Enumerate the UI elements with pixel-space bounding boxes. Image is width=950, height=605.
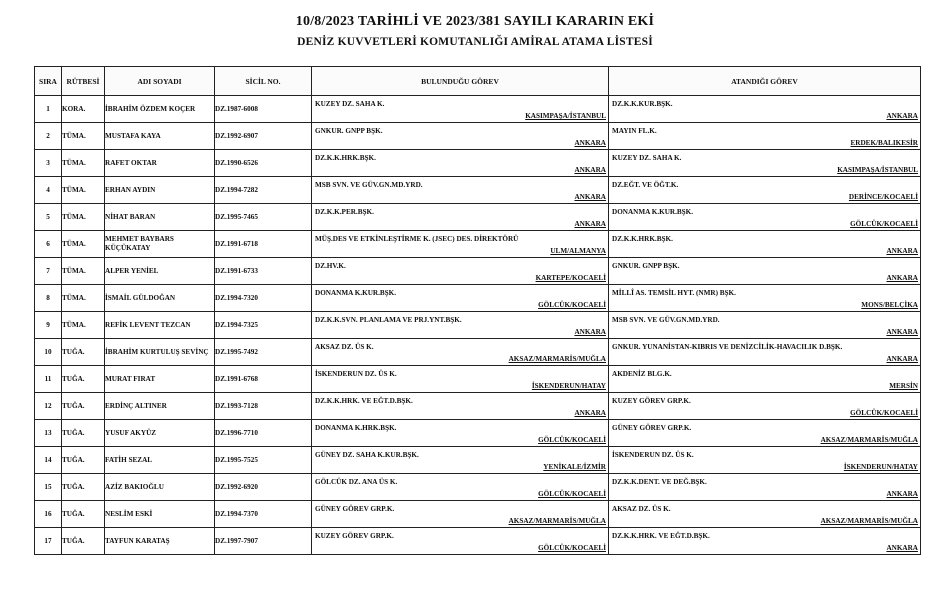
column-header-sicil: SİCİL NO.: [215, 67, 312, 96]
row-sira: 6: [35, 231, 62, 258]
assigned-duty-location: MERSİN: [889, 382, 918, 390]
assigned-duty-position: AKSAZ DZ. ÜS K.: [612, 505, 671, 513]
current-duty-location: ANKARA: [574, 193, 606, 201]
row-sira: 2: [35, 123, 62, 150]
assigned-duty-location: KASIMPAŞA/İSTANBUL: [837, 166, 918, 174]
assigned-duty: [609, 501, 921, 528]
current-duty: [312, 501, 609, 528]
row-name: ERDİNÇ ALTINER: [105, 393, 215, 420]
table-row: [35, 177, 921, 204]
assigned-duty: [609, 123, 921, 150]
row-sira: 8: [35, 285, 62, 312]
assigned-duty-location: DERİNCE/KOCAELİ: [848, 193, 918, 201]
table-row: [35, 339, 921, 366]
assigned-duty: [609, 96, 921, 123]
assigned-duty: [609, 312, 921, 339]
current-duty: [312, 285, 609, 312]
row-sira: 1: [35, 96, 62, 123]
row-rutbe: TÜMA.: [62, 123, 105, 150]
row-sira: 7: [35, 258, 62, 285]
row-sira: 11: [35, 366, 62, 393]
current-duty-location: GÖLCÜK/KOCAELİ: [538, 436, 606, 444]
row-rutbe: TUĞA.: [62, 393, 105, 420]
current-duty-location: ANKARA: [574, 139, 606, 147]
assigned-duty: [609, 339, 921, 366]
row-sicil: DZ.1995-7465: [215, 204, 312, 231]
document-subtitle: DENİZ KUVVETLERİ KOMUTANLIĞI AMİRAL ATAMA LİSTESİ: [297, 36, 653, 48]
assigned-duty: [609, 447, 921, 474]
row-name: RAFET OKTAR: [105, 150, 215, 177]
current-duty-location: GÖLCÜK/KOCAELİ: [538, 301, 606, 309]
row-sira: 15: [35, 474, 62, 501]
assigned-duty-position: DZ.K.K.KUR.BŞK.: [612, 100, 673, 108]
assigned-duty-position: DZ.K.K.HRK. VE EĞT.D.BŞK.: [612, 532, 710, 540]
assigned-duty: [609, 231, 921, 258]
assigned-duty: [609, 420, 921, 447]
row-sicil: DZ.1992-6920: [215, 474, 312, 501]
assigned-duty: [609, 285, 921, 312]
assigned-duty-position: GNKUR. YUNANİSTAN-KIBRIS VE DENİZCİLİK-HAVACILIK D.BŞK.: [612, 343, 843, 351]
current-duty-location: ANKARA: [574, 166, 606, 174]
table-row: [35, 474, 921, 501]
current-duty-position: GÜNEY GÖREV GRP.K.: [315, 505, 395, 513]
current-duty-location: ANKARA: [574, 328, 606, 336]
table-row: [35, 96, 921, 123]
current-duty-location: ANKARA: [574, 220, 606, 228]
table-row: [35, 420, 921, 447]
row-sira: 14: [35, 447, 62, 474]
row-name: MEHMET BAYBARS KÜÇÜKATAY: [105, 231, 215, 258]
current-duty-location: KASIMPAŞA/İSTANBUL: [525, 112, 606, 120]
row-rutbe: TUĞA.: [62, 474, 105, 501]
row-sicil: DZ.1991-6718: [215, 231, 312, 258]
assigned-duty-position: KUZEY GÖREV GRP.K.: [612, 397, 691, 405]
row-sicil: DZ.1990-6526: [215, 150, 312, 177]
table-body: [35, 96, 921, 555]
current-duty: [312, 447, 609, 474]
row-sira: 4: [35, 177, 62, 204]
row-sira: 3: [35, 150, 62, 177]
row-sicil: DZ.1994-7370: [215, 501, 312, 528]
row-name: TAYFUN KARATAŞ: [105, 528, 215, 555]
assigned-duty-location: ANKARA: [886, 328, 918, 336]
table-row: [35, 123, 921, 150]
assigned-duty-position: DONANMA K.KUR.BŞK.: [612, 208, 694, 216]
assigned-duty-position: AKDENİZ BLG.K.: [612, 370, 672, 378]
table-row: [35, 447, 921, 474]
current-duty: [312, 231, 609, 258]
current-duty-position: DZ.K.K.HRK. VE EĞT.D.BŞK.: [315, 397, 413, 405]
row-sicil: DZ.1994-7282: [215, 177, 312, 204]
table-row: [35, 528, 921, 555]
column-header-atandigi: ATANDIĞI GÖREV: [609, 67, 921, 96]
row-sicil: DZ.1997-7907: [215, 528, 312, 555]
current-duty-position: İSKENDERUN DZ. ÜS K.: [315, 370, 397, 378]
assigned-duty-location: GÖLCÜK/KOCAELİ: [850, 220, 918, 228]
document-title: 10/8/2023 TARİHLİ VE 2023/381 SAYILI KARARIN EKİ: [295, 14, 655, 29]
assigned-duty-location: ANKARA: [886, 274, 918, 282]
assigned-duty-location: ANKARA: [886, 544, 918, 552]
row-sicil: DZ.1991-6768: [215, 366, 312, 393]
assigned-duty-location: ANKARA: [886, 247, 918, 255]
current-duty-position: DZ.K.K.HRK.BŞK.: [315, 154, 376, 162]
assigned-duty-position: MAYIN FL.K.: [612, 127, 657, 135]
current-duty-location: GÖLCÜK/KOCAELİ: [538, 490, 606, 498]
row-sicil: DZ.1996-7710: [215, 420, 312, 447]
row-name: ERHAN AYDIN: [105, 177, 215, 204]
row-sicil: DZ.1991-6733: [215, 258, 312, 285]
row-name: NESLİM ESKİ: [105, 501, 215, 528]
current-duty-position: MÜŞ.DES VE ETKİNLEŞTİRME K. (JSEC) DES. DİREKTÖRÜ: [315, 235, 519, 243]
column-header-sira: SIRA: [35, 67, 62, 96]
current-duty-position: MSB SVN. VE GÜV.GN.MD.YRD.: [315, 181, 423, 189]
current-duty-location: AKSAZ/MARMARİS/MUĞLA: [508, 355, 606, 363]
table-row: [35, 231, 921, 258]
table-row: [35, 150, 921, 177]
row-rutbe: TUĞA.: [62, 420, 105, 447]
assigned-duty-location: ANKARA: [886, 355, 918, 363]
row-name: AZİZ BAKIOĞLU: [105, 474, 215, 501]
current-duty: [312, 96, 609, 123]
column-header-bulundugu: BULUNDUĞU GÖREV: [312, 67, 609, 96]
current-duty-location: İSKENDERUN/HATAY: [531, 382, 606, 390]
table-row: [35, 258, 921, 285]
row-name: YUSUF AKYÜZ: [105, 420, 215, 447]
current-duty: [312, 204, 609, 231]
assigned-duty-location: GÖLCÜK/KOCAELİ: [850, 409, 918, 417]
assigned-duty-location: MONS/BELÇİKA: [861, 301, 918, 309]
assigned-duty: [609, 258, 921, 285]
table-row: [35, 204, 921, 231]
row-name: NİHAT BARAN: [105, 204, 215, 231]
assigned-duty: [609, 150, 921, 177]
assigned-duty-position: DZ.EĞT. VE ÖĞT.K.: [612, 181, 679, 189]
column-header-rutbe: RÜTBESİ: [62, 67, 105, 96]
row-rutbe: TÜMA.: [62, 177, 105, 204]
current-duty: [312, 312, 609, 339]
table-row: [35, 285, 921, 312]
current-duty: [312, 258, 609, 285]
current-duty-position: KUZEY DZ. SAHA K.: [315, 100, 385, 108]
row-sicil: DZ.1994-7320: [215, 285, 312, 312]
row-rutbe: TÜMA.: [62, 150, 105, 177]
row-rutbe: TÜMA.: [62, 204, 105, 231]
row-sira: 9: [35, 312, 62, 339]
assigned-duty-location: AKSAZ/MARMARİS/MUĞLA: [820, 436, 918, 444]
row-sira: 17: [35, 528, 62, 555]
assigned-duty-position: GÜNEY GÖREV GRP.K.: [612, 424, 692, 432]
current-duty-location: GÖLCÜK/KOCAELİ: [538, 544, 606, 552]
current-duty-location: AKSAZ/MARMARİS/MUĞLA: [508, 517, 606, 525]
row-sira: 16: [35, 501, 62, 528]
current-duty: [312, 177, 609, 204]
row-rutbe: TÜMA.: [62, 258, 105, 285]
table-header-row: [35, 67, 921, 96]
row-sicil: DZ.1995-7525: [215, 447, 312, 474]
assigned-duty: [609, 393, 921, 420]
row-sira: 10: [35, 339, 62, 366]
current-duty-position: GNKUR. GNPP BŞK.: [315, 127, 383, 135]
current-duty: [312, 366, 609, 393]
row-sira: 5: [35, 204, 62, 231]
row-sicil: DZ.1994-7325: [215, 312, 312, 339]
row-name: MUSTAFA KAYA: [105, 123, 215, 150]
row-rutbe: TUĞA.: [62, 339, 105, 366]
current-duty-location: KARTEPE/KOCAELİ: [535, 274, 606, 282]
row-sira: 13: [35, 420, 62, 447]
assigned-duty: [609, 177, 921, 204]
current-duty: [312, 393, 609, 420]
assigned-duty: [609, 204, 921, 231]
row-sira: 12: [35, 393, 62, 420]
assigned-duty-position: MİLLÎ AS. TEMSİL HYT. (NMR) BŞK.: [612, 289, 736, 297]
table-row: [35, 312, 921, 339]
current-duty: [312, 123, 609, 150]
assigned-duty-position: DZ.K.K.DENT. VE DEĞ.BŞK.: [612, 478, 707, 486]
assigned-duty: [609, 366, 921, 393]
current-duty-position: DONANMA K.KUR.BŞK.: [315, 289, 397, 297]
current-duty-position: KUZEY GÖREV GRP.K.: [315, 532, 394, 540]
row-rutbe: TÜMA.: [62, 285, 105, 312]
assignment-table: [34, 66, 921, 555]
row-sicil: DZ.1995-7492: [215, 339, 312, 366]
current-duty-location: ANKARA: [574, 409, 606, 417]
row-name: İSMAİL GÜLDOĞAN: [105, 285, 215, 312]
current-duty-position: DZ.K.K.PER.BŞK.: [315, 208, 374, 216]
current-duty-position: AKSAZ DZ. ÜS K.: [315, 343, 374, 351]
table-row: [35, 501, 921, 528]
row-name: MURAT FIRAT: [105, 366, 215, 393]
assigned-duty-position: İSKENDERUN DZ. ÜS K.: [612, 451, 694, 459]
row-name: REFİK LEVENT TEZCAN: [105, 312, 215, 339]
assigned-duty-location: AKSAZ/MARMARİS/MUĞLA: [820, 517, 918, 525]
current-duty: [312, 339, 609, 366]
row-name: İBRAHİM KURTULUŞ SEVİNÇ: [105, 339, 215, 366]
table-row: [35, 393, 921, 420]
row-rutbe: TÜMA.: [62, 231, 105, 258]
assigned-duty-position: DZ.K.K.HRK.BŞK.: [612, 235, 673, 243]
row-rutbe: KORA.: [62, 96, 105, 123]
row-rutbe: TUĞA.: [62, 447, 105, 474]
row-name: FATİH SEZAL: [105, 447, 215, 474]
row-name: ALPER YENİEL: [105, 258, 215, 285]
current-duty-location: ULM/ALMANYA: [550, 247, 606, 255]
assigned-duty-location: ANKARA: [886, 490, 918, 498]
current-duty-position: DZ.HV.K.: [315, 262, 346, 270]
assigned-duty-location: İSKENDERUN/HATAY: [843, 463, 918, 471]
row-sicil: DZ.1992-6907: [215, 123, 312, 150]
assigned-duty-position: GNKUR. GNPP BŞK.: [612, 262, 680, 270]
column-header-ad: ADI SOYADI: [105, 67, 215, 96]
assigned-duty: [609, 528, 921, 555]
assigned-duty-location: ERDEK/BALIKESİR: [850, 139, 918, 147]
assigned-duty: [609, 474, 921, 501]
row-rutbe: TÜMA.: [62, 312, 105, 339]
assigned-duty-position: MSB SVN. VE GÜV.GN.MD.YRD.: [612, 316, 720, 324]
current-duty: [312, 420, 609, 447]
row-name: İBRAHİM ÖZDEM KOÇER: [105, 96, 215, 123]
row-rutbe: TUĞA.: [62, 366, 105, 393]
current-duty-position: GÖLCÜK DZ. ANA ÜS K.: [315, 478, 398, 486]
current-duty: [312, 474, 609, 501]
current-duty-position: DZ.K.K.SVN. PLANLAMA VE PRJ.YNT.BŞK.: [315, 316, 462, 324]
row-sicil: DZ.1993-7128: [215, 393, 312, 420]
row-sicil: DZ.1987-6008: [215, 96, 312, 123]
current-duty: [312, 528, 609, 555]
row-rutbe: TUĞA.: [62, 501, 105, 528]
assigned-duty-position: KUZEY DZ. SAHA K.: [612, 154, 682, 162]
row-rutbe: TUĞA.: [62, 528, 105, 555]
current-duty-position: DONANMA K.HRK.BŞK.: [315, 424, 397, 432]
current-duty-position: GÜNEY DZ. SAHA K.KUR.BŞK.: [315, 451, 419, 459]
assigned-duty-location: ANKARA: [886, 112, 918, 120]
current-duty: [312, 150, 609, 177]
table-row: [35, 366, 921, 393]
current-duty-location: YENİKALE/İZMİR: [543, 463, 606, 471]
